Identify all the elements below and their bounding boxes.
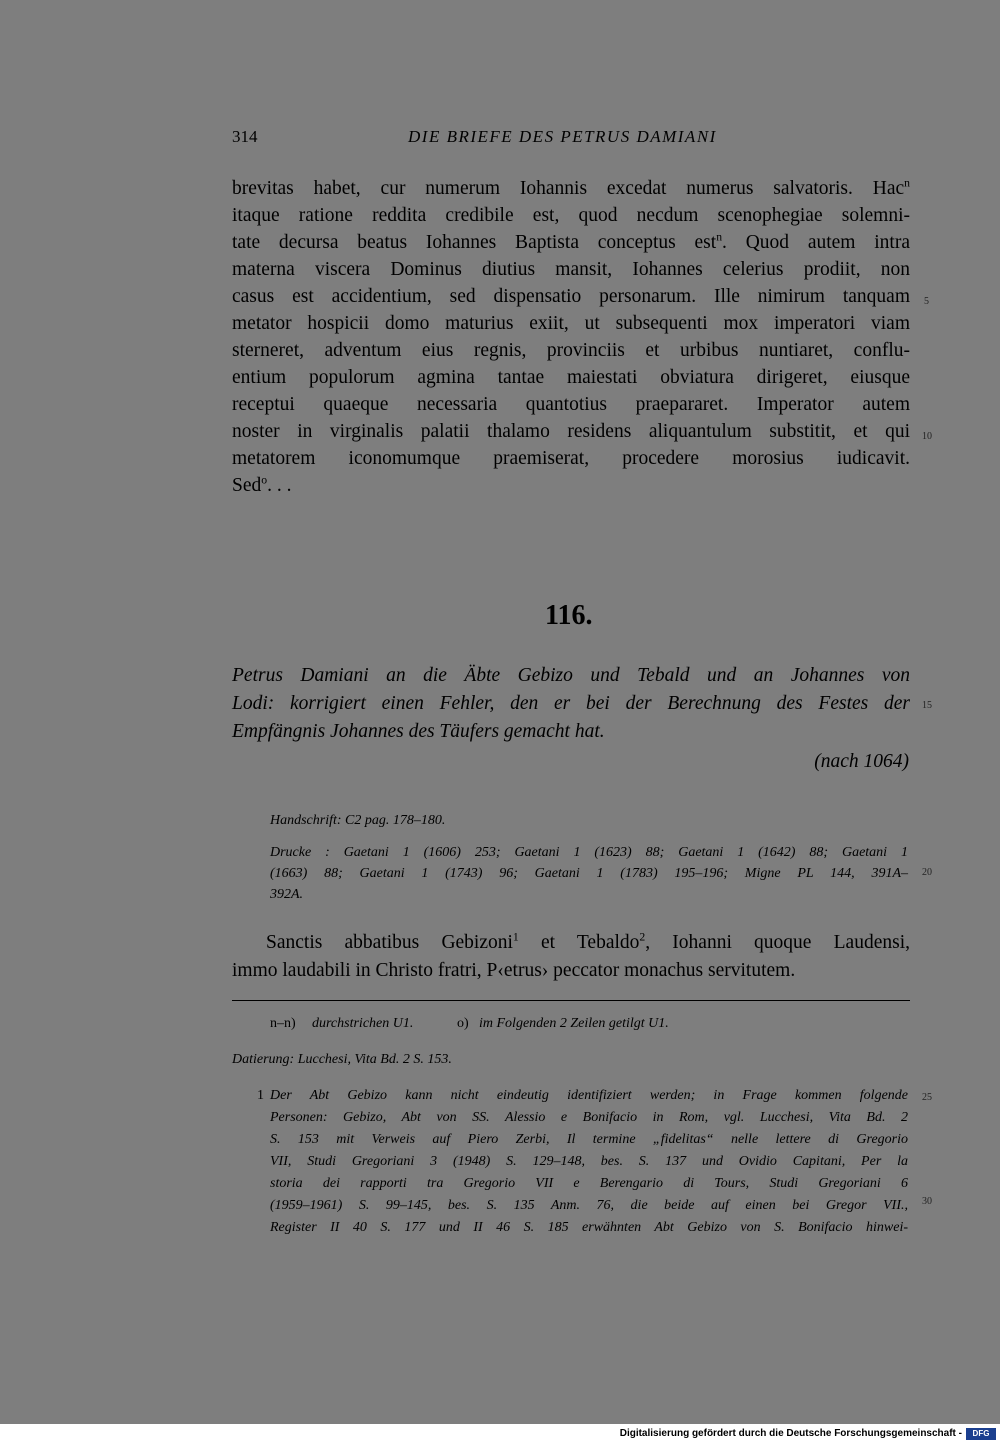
body-line-1: brevitas habet, cur numerum Iohannis excedat numerus salvatoris. Hac$^n$ xyxy=(232,176,910,199)
letter-number: 116. xyxy=(545,600,593,631)
description-line-1: Petrus Damiani an die Äbte Gebizo und Tebald und an Johannes von xyxy=(232,665,910,686)
footnote-1-line-6: (1959–1961) S. 99–145, bes. S. 135 Anm. 76, die beide auf einen bei Gregor VII., xyxy=(270,1198,908,1213)
footer-bar xyxy=(0,1424,1000,1444)
manuscript-info: Handschrift: C2 pag. 178–180. xyxy=(270,813,446,828)
body-line-7: sterneret, adventum eius regnis, provinciis et urbibus nuntiaret, conflu- xyxy=(232,340,910,361)
line-number-5: 5 xyxy=(924,296,929,307)
footnote-1-line-7: Register II 40 S. 177 und II 46 S. 185 erwähnten Abt Gebizo von S. Bonifacio hinwei- xyxy=(270,1220,908,1235)
body-line-11: metatorem iconomumque praemiserat, procedere morosius iudicavit. xyxy=(232,448,910,469)
prints-line-2: (1663) 88; Gaetani 1 (1743) 96; Gaetani 1 (1783) 195–196; Migne PL 144, 391A– xyxy=(270,866,908,881)
footnote-1-line-3: S. 153 mit Verweis auf Piero Zerbi, Il termine „fidelitas“ nelle lettere di Gregorio xyxy=(270,1132,908,1147)
body-line-6: metator hospicii domo maturius exiit, ut subsequenti mox imperatori viam xyxy=(232,313,910,334)
footnote-1-line-2: Personen: Gebizo, Abt von SS. Alessio e Bonifacio in Rom, vgl. Lucchesi, Vita Bd. 2 xyxy=(270,1110,908,1125)
body-line-12: Sed$^o$. . . xyxy=(232,473,292,496)
body-line-2: itaque ratione reddita credibile est, quod necdum scenophegiae solemni- xyxy=(232,205,910,226)
running-title: DIE BRIEFE DES PETRUS DAMIANI xyxy=(408,127,717,146)
description-line-3: Empfängnis Johannes des Täufers gemacht hat. xyxy=(232,721,605,742)
body-line-8: entium populorum agmina tantae maiestati obviatura dirigeret, eiusque xyxy=(232,367,910,388)
line-number-15: 15 xyxy=(922,700,932,711)
dfg-logo: DFG xyxy=(966,1428,996,1440)
footnote-1-line-4: VII, Studi Gregoriani 3 (1948) S. 129–148, bes. S. 137 und Ovidio Capitani, Per la xyxy=(270,1154,908,1169)
salutation-line-2: immo laudabili in Christo fratri, P‹etrus› peccator monachus servitutem. xyxy=(232,960,796,981)
body-line-4: materna viscera Dominus diutius mansit, Iohannes celerius prodiit, non xyxy=(232,259,910,280)
description-line-2: Lodi: korrigiert einen Fehler, den er bei der Berechnung des Festes der xyxy=(232,693,910,714)
dating-note: Datierung: Lucchesi, Vita Bd. 2 S. 153. xyxy=(232,1052,452,1067)
footnote-1-marker: 1 xyxy=(257,1088,264,1103)
body-line-9: receptui quaeque necessaria quantotius praepararet. Imperator autem xyxy=(232,394,910,415)
apparatus-o-label: o) xyxy=(457,1016,469,1031)
footnote-separator xyxy=(232,1000,910,1001)
apparatus-n-label: n–n) xyxy=(270,1016,296,1031)
apparatus-o-text: im Folgenden 2 Zeilen getilgt U1. xyxy=(479,1016,669,1031)
prints-line-3: 392A. xyxy=(270,887,304,902)
funding-credit: Digitalisierung gefördert durch die Deutsche Forschungsgemeinschaft - xyxy=(619,1428,962,1439)
letter-date: (nach 1064) xyxy=(814,751,909,772)
page-number: 314 xyxy=(232,127,258,146)
line-number-25: 25 xyxy=(922,1092,932,1103)
body-line-3: tate decursa beatus Iohannes Baptista conceptus est$^n$. Quod autem intra xyxy=(232,230,910,253)
salutation-line-1: Sanctis abbatibus Gebizoni$^1$ et Tebaldo$^2$, Iohanni quoque Laudensi, xyxy=(266,930,910,953)
line-number-30: 30 xyxy=(922,1196,932,1207)
body-line-5: casus est accidentium, sed dispensatio personarum. Ille nimirum tanquam xyxy=(232,286,910,307)
footnote-1-line-1: Der Abt Gebizo kann nicht eindeutig identifiziert werden; in Frage kommen folgende xyxy=(270,1088,908,1103)
line-number-20: 20 xyxy=(922,867,932,878)
body-line-10: noster in virginalis palatii thalamo residens aliquantulum substitit, et qui xyxy=(232,421,910,442)
apparatus-n-text: durchstrichen U1. xyxy=(312,1016,414,1031)
prints-line-1: Drucke : Gaetani 1 (1606) 253; Gaetani 1 (1623) 88; Gaetani 1 (1642) 88; Gaetani 1 xyxy=(270,845,908,860)
line-number-10: 10 xyxy=(922,431,932,442)
footnote-1-line-5: storia dei rapporti tra Gregorio VII e Berengario di Tours, Studi Gregoriani 6 xyxy=(270,1176,908,1191)
